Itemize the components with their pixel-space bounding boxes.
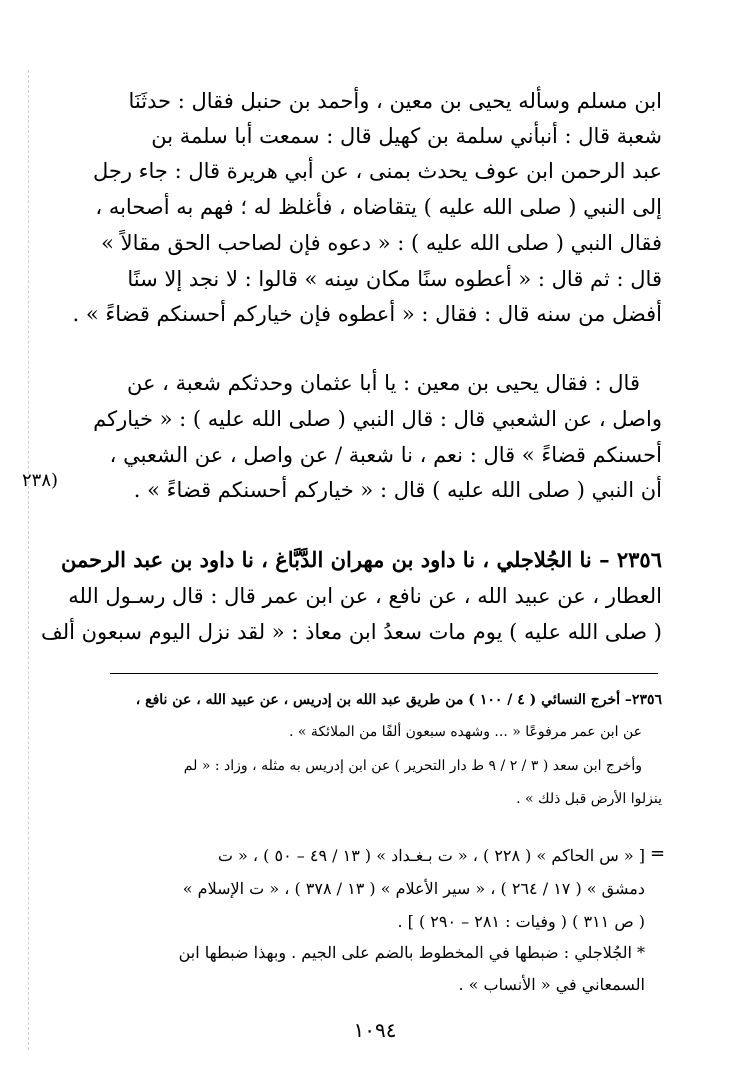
main-line: أحسنكم قضاءً » قال : نعم ، نا شعبة / عن واصل ، عن الشعبي ، bbox=[109, 443, 662, 467]
footnote-divider bbox=[110, 673, 658, 674]
note-line: السمعاني في « الأنساب » . bbox=[458, 975, 645, 994]
hadith-heading-line: ٢٣٥٦ – نا الجُلاجلي ، نا داود بن مهران الدَّبَّاغ ، نا داود بن عبد الرحمن bbox=[61, 547, 662, 572]
main-line: إلى النبي ( صلى الله عليه ) يتقاضاه ، فأغلظ له ؛ فهم به أصحابه ، bbox=[95, 195, 662, 219]
footnote-line: عن ابن عمر مرفوعًا « ... وشهده سبعون ألفًا من الملائكة » . bbox=[289, 724, 642, 740]
note-line: دمشق » ( ١٧ / ٢٦٤ ) ، « سير الأعلام » ( ١٣ / ٣٧٨ ) ، « ت الإسلام » bbox=[182, 879, 645, 898]
footnote-line: ٢٣٥٦– أخرج النسائي ( ٤ / ١٠٠ ) من طريق عبد الله بن إدريس ، عن عبيد الله ، عن نافع ، bbox=[135, 692, 662, 708]
page-number: ١٠٩٤ bbox=[353, 1018, 397, 1042]
continuation-mark: = bbox=[650, 843, 666, 864]
main-line: العطار ، عن عبيد الله ، عن نافع ، عن ابن عمر قال : قال رسـول الله bbox=[68, 584, 662, 608]
note-line: * الجُلاجلي : ضبطها في المخطوط بالضم على الجيم . وبهذا ضبطها ابن bbox=[178, 943, 645, 962]
main-line: أفضل من سنه قال : فقال : « أعطوه فإن خياركم أحسنكم قضاءً » . bbox=[72, 302, 662, 326]
main-line: فقال النبي ( صلى الله عليه ) : « دعوه فإن لصاحب الحق مقالاً » bbox=[101, 231, 662, 255]
footnote-line: وأخرج ابن سعد ( ٣ / ٢ / ٩ ط دار التحرير ) عن ابن إدريس به مثله ، وزاد : « لم bbox=[183, 758, 642, 774]
scan-edge-line bbox=[28, 70, 31, 1050]
main-line: ( صلى الله عليه ) يوم مات سعدُ ابن معاذ : « لقد نزل اليوم سبعون ألف bbox=[40, 620, 662, 644]
footnote-line: ينزلوا الأرض قبل ذلك » . bbox=[516, 791, 662, 807]
note-line: [ « س الحاكم » ( ٢٢٨ ) ، « ت بـغـداد » ( ١٣ / ٤٩ – ٥٠ ) ، « ت bbox=[217, 846, 645, 865]
margin-marker: (٢٣٨ bbox=[22, 470, 59, 491]
main-line: قال : ثم قال : « أعطوه سنًا مكان سِنه » قالوا : لا نجد إلا سنًا bbox=[127, 267, 662, 291]
main-line: قال : فقال يحيى بن معين : يا أبا عثمان وحدثكم شعبة ، عن bbox=[126, 371, 640, 395]
main-line: واصل ، عن الشعبي قال : قال النبي ( صلى الله عليه ) : « خياركم bbox=[93, 407, 662, 431]
main-line: ابن مسلم وسأله يحيى بن معين ، وأحمد بن حنبل فقال : حدثَنَا bbox=[128, 89, 662, 113]
main-line: أن النبي ( صلى الله عليه ) قال : « خياركم أحسنكم قضاءً » . bbox=[133, 478, 662, 502]
main-line: عبد الرحمن ابن عوف يحدث بمنى ، عن أبي هريرة قال : جاء رجل bbox=[92, 159, 662, 183]
note-line: ( ص ٣١١ ) ( وفيات : ٢٨١ – ٢٩٠ ) ] . bbox=[397, 912, 645, 931]
main-line: شعبة قال : أنبأني سلمة بن كهيل قال : سمعت أبا سلمة بن bbox=[151, 124, 662, 148]
